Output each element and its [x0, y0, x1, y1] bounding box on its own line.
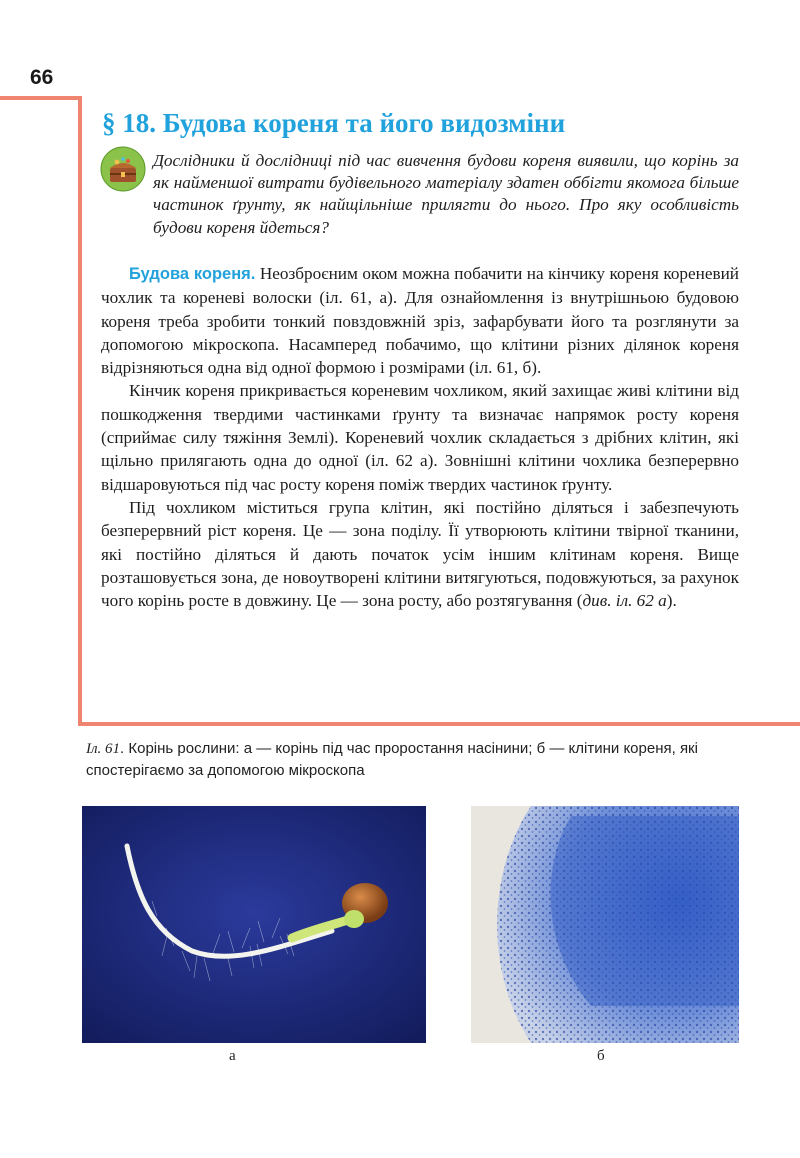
intro-question: Дослідники й дослідниці під час вивчення будови кореня виявили, що корінь за як найменшої витрати будівельного матеріалу здатен оббігти якомога більше частинок ґрунту, як найщільніше прилягти до нього. Про яку особливість будови кореня йдеться? [153, 151, 739, 237]
paragraph [101, 379, 739, 495]
main-text [101, 262, 739, 612]
paragraph-text: Під чохликом міститься група клітин, які постійно діляться і забезпечують безперервний ріст кореня. Це — зона поділу. Її утворюють клітини твірної тканини, які постійно діляться й дають початок усім іншим клітинам кореня. Вище розташовується зона, де новоутворені клітини витягуються, подовжуються, за рахунок чого корінь росте в довжину. Це — зона росту, або розтягування ( [101, 497, 739, 611]
treasure-chest-icon [100, 146, 146, 192]
subheading: Будова кореня. [129, 265, 256, 283]
root-microscope-photo [471, 806, 739, 1043]
page-rule-bottom [78, 722, 800, 726]
caption-text: . Корінь рослини: а — корінь під час проростання насінини; б — клітини кореня, які спостерігаємо за допомогою мікроскопа [86, 740, 698, 779]
caption-label: Іл. 61 [86, 741, 121, 757]
page-rule-left [78, 96, 82, 726]
section-title: § 18. Будова кореня та його видозміни [102, 108, 566, 139]
paragraph-end: ). [666, 591, 677, 611]
figure-caption [86, 738, 752, 781]
paragraph [101, 496, 739, 612]
paragraph-text: Неозброєним оком можна побачити на кінчику кореня кореневий чохлик та кореневі волоски (іл. 61, а). Для ознайомлення із внутрішньою будовою кореня треба зробити тонкий повздовжній зріз, зафарбувати його та розглянути за допомогою мікроскопа. Насамперед побачимо, що клітини різних ділянок кореня відрізняються одна від одної формою і розмірами (іл. 61, б). [101, 264, 739, 378]
germinating-seed-photo [82, 806, 426, 1043]
image-label-a: а [229, 1048, 236, 1064]
image-label-b: б [597, 1048, 605, 1064]
paragraph [101, 262, 739, 379]
paragraph-text: Кінчик кореня прикривається кореневим чохликом, який захищає живі клітини від пошкодження твердими частинками ґрунту та визначає напрямок росту кореня (сприймає силу тяжіння Землі). Кореневий чохлик складається з дрібних клітин, які щільно прилягають одна до одної (іл. 62 а). Зовнішні клітини чохлика безперервно відшаровуються під час росту кореня поміж твердих частинок ґрунту. [101, 381, 739, 494]
figure-reference: див. іл. 62 а [582, 591, 667, 611]
page-number: 66 [30, 66, 54, 89]
page-rule-top [0, 96, 80, 100]
